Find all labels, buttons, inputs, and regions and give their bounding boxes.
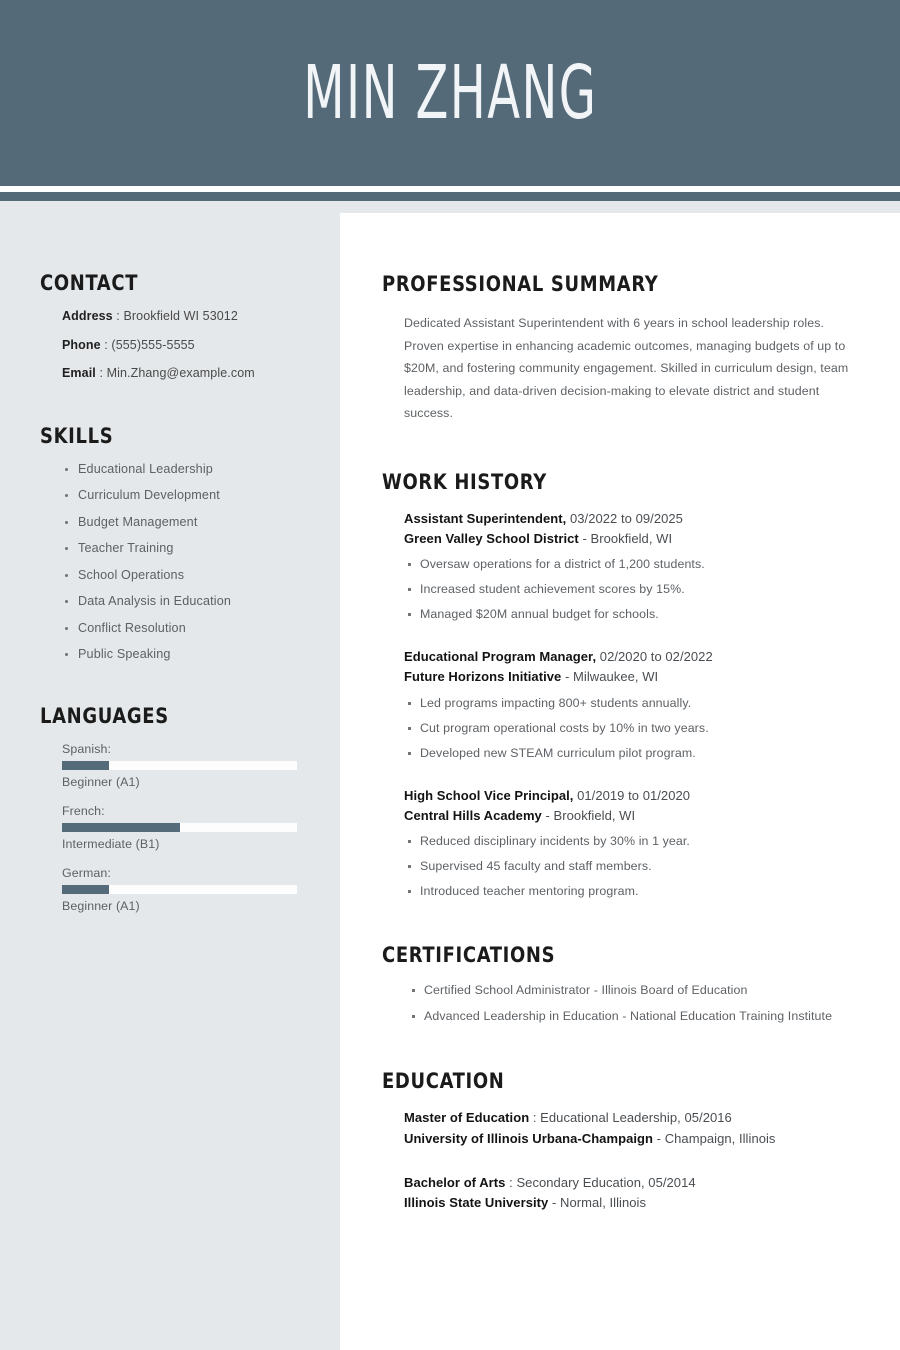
sidebar [0, 201, 340, 1350]
language-item [62, 866, 300, 913]
job-bullet-list [404, 834, 860, 898]
skill-item: Educational Leadership [78, 462, 300, 476]
work-history-entry [404, 786, 860, 899]
language-progress-track [62, 885, 297, 894]
resume-header [0, 0, 900, 186]
job-title-line: Educational Program Manager, 02/2020 to 02/2022 [404, 649, 713, 665]
skill-item: School Operations [78, 568, 300, 582]
language-name: German: [62, 866, 111, 881]
main-column [340, 213, 900, 1350]
language-item [62, 804, 300, 851]
language-progress-track [62, 761, 297, 770]
job-bullet: Introduced teacher mentoring program. [420, 884, 860, 898]
job-title-line: Assistant Superintendent, 03/2022 to 09/2025 [404, 510, 683, 526]
contact-row [62, 366, 300, 382]
header-accent-rule [0, 192, 900, 201]
language-level: Beginner (A1) [62, 775, 140, 790]
language-level: Intermediate (B1) [62, 837, 160, 852]
job-bullet: Cut program operational costs by 10% in two years. [420, 721, 860, 735]
job-bullet-list [404, 696, 860, 760]
skill-item: Teacher Training [78, 541, 300, 555]
education-entry [404, 1108, 860, 1148]
contact-heading: CONTACT [40, 271, 139, 295]
language-progress-fill [62, 823, 180, 832]
skill-item: Public Speaking [78, 647, 300, 661]
language-name: Spanish: [62, 742, 112, 757]
skill-item: Conflict Resolution [78, 621, 300, 635]
language-progress-track [62, 823, 297, 832]
job-bullet: Reduced disciplinary incidents by 30% in 1 year. [420, 834, 860, 848]
professional-summary-text: Dedicated Assistant Superintendent with 6 years in school leadership roles. Proven expertise in enhancing academic outcomes, managing budgets of up to $20M, and fostering community engagement. Skilled in curriculum design, team leadership, and data-driven decision-making to elevate district and student success. [404, 316, 849, 421]
work-history-heading: WORK HISTORY [382, 469, 547, 494]
certifications-heading: CERTIFICATIONS [382, 943, 556, 968]
contact-row-value: : Brookfield WI 53012 [116, 309, 238, 323]
contact-list [40, 309, 300, 382]
skills-list [40, 462, 300, 662]
job-bullet: Oversaw operations for a district of 1,200 students. [420, 557, 860, 571]
language-name: French: [62, 804, 105, 819]
skill-item: Data Analysis in Education [78, 594, 300, 608]
education-school-line: Illinois State University - Normal, Illinois [404, 1194, 647, 1210]
certification-item: Certified School Administrator - Illinois Board of Education [424, 983, 860, 997]
certification-item: Advanced Leadership in Education - National Education Training Institute [424, 1009, 860, 1023]
languages-list [62, 742, 300, 913]
page-title: MIN ZHANG [302, 50, 598, 136]
education-entry [404, 1173, 860, 1213]
language-progress-fill [62, 885, 109, 894]
job-bullet: Led programs impacting 800+ students annually. [420, 696, 860, 710]
language-item [62, 742, 300, 789]
job-bullet: Developed new STEAM curriculum pilot program. [420, 746, 860, 760]
contact-row-label: Phone [62, 337, 105, 352]
contact-row-value: : Min.Zhang@example.com [99, 366, 255, 381]
skills-heading: SKILLS [40, 423, 114, 448]
work-history-entry [404, 509, 860, 622]
education-list [382, 1108, 860, 1213]
languages-heading: LANGUAGES [40, 704, 169, 729]
professional-summary-heading: PROFESSIONAL SUMMARY [382, 272, 659, 296]
job-bullet: Increased student achievement scores by 15%. [420, 582, 860, 596]
education-heading: EDUCATION [382, 1069, 505, 1094]
contact-row-value: : (555)555-5555 [104, 337, 195, 352]
language-progress-fill [62, 761, 109, 770]
job-company-line: Future Horizons Initiative - Milwaukee, WI [404, 669, 659, 685]
job-company-line: Green Valley School District - Brookfield, WI [404, 530, 673, 546]
education-school-line: University of Illinois Urbana-Champaign - Champaign, Illinois [404, 1130, 776, 1146]
contact-row [62, 309, 300, 325]
education-degree-line: Master of Education : Educational Leadership, 05/2016 [404, 1110, 732, 1126]
language-level: Beginner (A1) [62, 899, 140, 914]
job-bullet: Managed $20M annual budget for schools. [420, 607, 860, 621]
job-company-line: Central Hills Academy - Brookfield, WI [404, 807, 636, 823]
education-degree-line: Bachelor of Arts : Secondary Education, 05/2014 [404, 1174, 696, 1190]
contact-row-label: Address [62, 309, 117, 323]
job-bullet-list [404, 557, 860, 621]
work-history-entry [404, 647, 860, 760]
job-title-line: High School Vice Principal, 01/2019 to 01/2020 [404, 787, 691, 803]
skill-item: Curriculum Development [78, 488, 300, 502]
work-history-list [382, 509, 860, 899]
contact-row-label: Email [62, 366, 100, 381]
main-top-band [340, 201, 900, 213]
job-bullet: Supervised 45 faculty and staff members. [420, 859, 860, 873]
skill-item: Budget Management [78, 515, 300, 529]
contact-row [62, 338, 300, 354]
certifications-list [382, 983, 860, 1023]
